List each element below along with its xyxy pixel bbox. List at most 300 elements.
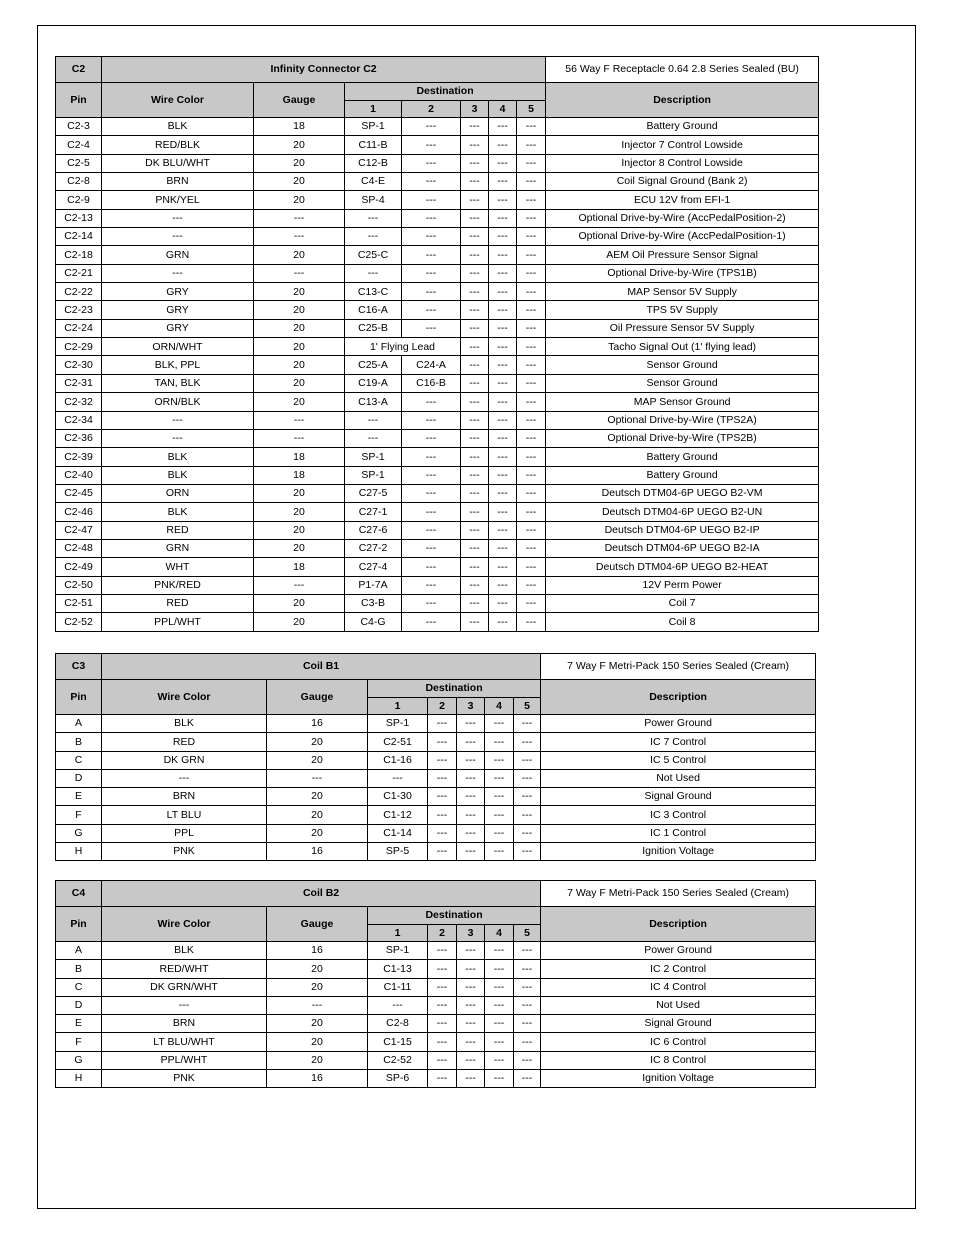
- destination-col-2: 2: [428, 698, 457, 715]
- dest-5-cell: ---: [514, 960, 541, 978]
- dest-1-cell: ---: [345, 429, 402, 447]
- dest-2-cell: ---: [402, 154, 461, 172]
- dest-2-cell: ---: [402, 301, 461, 319]
- destination-col-3: 3: [461, 101, 489, 118]
- dest-1-cell: C1-12: [368, 806, 428, 824]
- dest-5-cell: ---: [517, 521, 546, 539]
- destination-col-2: 2: [428, 925, 457, 942]
- pin-cell: F: [56, 1033, 102, 1051]
- dest-4-cell: ---: [489, 448, 517, 466]
- dest-3-cell: ---: [461, 503, 489, 521]
- wire-color-cell: ---: [102, 429, 254, 447]
- pin-cell: C2-46: [56, 503, 102, 521]
- description-cell: Coil 7: [546, 594, 819, 612]
- pin-cell: A: [56, 715, 102, 733]
- dest-3-cell: ---: [457, 824, 485, 842]
- table-row: [56, 191, 819, 209]
- dest-1-cell: C27-4: [345, 558, 402, 576]
- destination-col-4: 4: [489, 101, 517, 118]
- table-row: [56, 246, 819, 264]
- dest-3-cell: ---: [457, 996, 485, 1014]
- dest-2-cell: ---: [428, 806, 457, 824]
- table-row: [56, 842, 816, 860]
- destination-col-2: 2: [402, 101, 461, 118]
- table-row: [56, 613, 819, 631]
- description-cell: Oil Pressure Sensor 5V Supply: [546, 319, 819, 337]
- dest-5-cell: ---: [517, 613, 546, 631]
- dest-4-cell: ---: [489, 503, 517, 521]
- description-cell: Coil Signal Ground (Bank 2): [546, 173, 819, 191]
- dest-5-cell: ---: [514, 1015, 541, 1033]
- dest-4-cell: ---: [489, 411, 517, 429]
- dest-5-cell: ---: [514, 996, 541, 1014]
- wire-color-cell: PPL/WHT: [102, 613, 254, 631]
- wire-color-cell: ---: [102, 264, 254, 282]
- dest-4-cell: ---: [489, 484, 517, 502]
- pin-cell: C2-51: [56, 594, 102, 612]
- dest-2-cell: ---: [428, 769, 457, 787]
- description-cell: Coil 8: [546, 613, 819, 631]
- connector-spec: 7 Way F Metri-Pack 150 Series Sealed (Cream): [541, 654, 816, 680]
- description-cell: Deutsch DTM04-6P UEGO B2-VM: [546, 484, 819, 502]
- table-row: [56, 484, 819, 502]
- dest-5-cell: ---: [517, 319, 546, 337]
- dest-5-cell: ---: [517, 228, 546, 246]
- column-header-wire-color: Wire Color: [102, 907, 267, 942]
- dest-5-cell: ---: [517, 393, 546, 411]
- wire-color-cell: ---: [102, 209, 254, 227]
- dest-1-cell: ---: [345, 228, 402, 246]
- dest-3-cell: ---: [457, 978, 485, 996]
- table-row: [56, 558, 819, 576]
- dest-5-cell: ---: [514, 806, 541, 824]
- dest-4-cell: ---: [489, 209, 517, 227]
- dest-2-cell: ---: [428, 1051, 457, 1069]
- dest-4-cell: ---: [489, 521, 517, 539]
- wire-color-cell: PPL/WHT: [102, 1051, 267, 1069]
- dest-3-cell: ---: [461, 613, 489, 631]
- dest-2-cell: C24-A: [402, 356, 461, 374]
- pin-cell: C2-45: [56, 484, 102, 502]
- dest-5-cell: ---: [517, 539, 546, 557]
- pin-cell: C2-23: [56, 301, 102, 319]
- title-row: [56, 654, 816, 680]
- description-cell: ECU 12V from EFI-1: [546, 191, 819, 209]
- wire-color-cell: ---: [102, 411, 254, 429]
- dest-3-cell: ---: [461, 136, 489, 154]
- description-cell: Sensor Ground: [546, 374, 819, 392]
- table-row: [56, 411, 819, 429]
- wire-color-cell: RED: [102, 594, 254, 612]
- dest-4-cell: ---: [489, 154, 517, 172]
- dest-4-cell: ---: [485, 1069, 514, 1087]
- dest-5-cell: ---: [514, 1051, 541, 1069]
- dest-2-cell: ---: [428, 942, 457, 960]
- dest-1-cell: C3-B: [345, 594, 402, 612]
- dest-4-cell: ---: [489, 228, 517, 246]
- connector-spec: 56 Way F Receptacle 0.64 2.8 Series Sealed (BU): [546, 57, 819, 83]
- dest-3-cell: ---: [461, 301, 489, 319]
- pin-cell: C2-39: [56, 448, 102, 466]
- dest-1-cell: ---: [368, 996, 428, 1014]
- description-cell: IC 1 Control: [541, 824, 816, 842]
- dest-3-cell: ---: [461, 264, 489, 282]
- pin-cell: C2-29: [56, 338, 102, 356]
- dest-4-cell: ---: [489, 429, 517, 447]
- dest-3-cell: ---: [461, 576, 489, 594]
- column-header-pin: Pin: [56, 83, 102, 118]
- gauge-cell: 18: [254, 448, 345, 466]
- dest-2-cell: ---: [402, 448, 461, 466]
- dest-2-cell: ---: [428, 960, 457, 978]
- dest-5-cell: ---: [514, 751, 541, 769]
- description-cell: IC 6 Control: [541, 1033, 816, 1051]
- gauge-cell: 20: [254, 173, 345, 191]
- table-row: [56, 356, 819, 374]
- dest-1-cell: C1-30: [368, 788, 428, 806]
- column-header-row: [56, 680, 816, 698]
- dest-5-cell: ---: [517, 576, 546, 594]
- table-row: [56, 338, 819, 356]
- destination-col-4: 4: [485, 698, 514, 715]
- dest-2-cell: ---: [402, 594, 461, 612]
- table-row: [56, 503, 819, 521]
- wire-color-cell: BLK: [102, 715, 267, 733]
- dest-4-cell: ---: [485, 960, 514, 978]
- dest-4-cell: ---: [489, 576, 517, 594]
- dest-5-cell: ---: [517, 209, 546, 227]
- wire-color-cell: GRN: [102, 539, 254, 557]
- dest-4-cell: ---: [489, 539, 517, 557]
- column-header-gauge: Gauge: [267, 680, 368, 715]
- description-cell: Optional Drive-by-Wire (TPS2B): [546, 429, 819, 447]
- wire-color-cell: PNK/RED: [102, 576, 254, 594]
- pin-cell: C2-34: [56, 411, 102, 429]
- dest-2-cell: ---: [402, 521, 461, 539]
- connector-title: Coil B1: [102, 654, 541, 680]
- dest-3-cell: ---: [461, 246, 489, 264]
- table-row: [56, 733, 816, 751]
- dest-3-cell: ---: [457, 1015, 485, 1033]
- dest-5-cell: ---: [514, 769, 541, 787]
- description-cell: Injector 7 Control Lowside: [546, 136, 819, 154]
- table-row: [56, 301, 819, 319]
- dest-1-cell: C11-B: [345, 136, 402, 154]
- dest-5-cell: ---: [517, 448, 546, 466]
- description-cell: IC 4 Control: [541, 978, 816, 996]
- dest-1-cell: C25-C: [345, 246, 402, 264]
- pin-cell: E: [56, 1015, 102, 1033]
- destination-col-1: 1: [368, 925, 428, 942]
- description-cell: IC 2 Control: [541, 960, 816, 978]
- wire-color-cell: RED: [102, 521, 254, 539]
- column-header-description: Description: [541, 907, 816, 942]
- dest-3-cell: ---: [461, 338, 489, 356]
- wire-color-cell: PNK/YEL: [102, 191, 254, 209]
- dest-1-cell: C27-6: [345, 521, 402, 539]
- description-cell: IC 7 Control: [541, 733, 816, 751]
- pin-cell: F: [56, 806, 102, 824]
- dest-4-cell: ---: [485, 1051, 514, 1069]
- description-cell: IC 5 Control: [541, 751, 816, 769]
- description-cell: Optional Drive-by-Wire (AccPedalPosition-1): [546, 228, 819, 246]
- table-row: [56, 824, 816, 842]
- dest-5-cell: ---: [517, 558, 546, 576]
- destination-col-1: 1: [368, 698, 428, 715]
- dest-5-cell: ---: [517, 264, 546, 282]
- description-cell: Sensor Ground: [546, 356, 819, 374]
- column-header-destination: Destination: [368, 907, 541, 925]
- description-cell: IC 3 Control: [541, 806, 816, 824]
- dest-5-cell: ---: [517, 374, 546, 392]
- gauge-cell: 20: [254, 136, 345, 154]
- description-cell: Power Ground: [541, 942, 816, 960]
- description-cell: Battery Ground: [546, 118, 819, 136]
- dest-2-cell: ---: [402, 228, 461, 246]
- wire-color-cell: DK GRN: [102, 751, 267, 769]
- dest-5-cell: ---: [517, 173, 546, 191]
- dest-2-cell: ---: [402, 191, 461, 209]
- dest-2-cell: ---: [402, 283, 461, 301]
- description-cell: IC 8 Control: [541, 1051, 816, 1069]
- dest-1-cell: 1' Flying Lead: [345, 338, 461, 356]
- dest-4-cell: ---: [489, 173, 517, 191]
- gauge-cell: 18: [254, 118, 345, 136]
- gauge-cell: 20: [254, 539, 345, 557]
- table-row: [56, 319, 819, 337]
- dest-5-cell: ---: [514, 978, 541, 996]
- description-cell: Power Ground: [541, 715, 816, 733]
- dest-5-cell: ---: [514, 842, 541, 860]
- pin-cell: H: [56, 1069, 102, 1087]
- wire-color-cell: ORN/WHT: [102, 338, 254, 356]
- dest-3-cell: ---: [461, 319, 489, 337]
- gauge-cell: 20: [254, 283, 345, 301]
- description-cell: MAP Sensor 5V Supply: [546, 283, 819, 301]
- connector-title: Coil B2: [102, 881, 541, 907]
- gauge-cell: 20: [267, 806, 368, 824]
- dest-3-cell: ---: [461, 594, 489, 612]
- destination-col-5: 5: [514, 698, 541, 715]
- dest-3-cell: ---: [461, 466, 489, 484]
- description-cell: Ignition Voltage: [541, 842, 816, 860]
- gauge-cell: ---: [267, 996, 368, 1014]
- description-cell: Optional Drive-by-Wire (TPS1B): [546, 264, 819, 282]
- description-cell: Not Used: [541, 769, 816, 787]
- dest-4-cell: ---: [489, 118, 517, 136]
- column-header-pin: Pin: [56, 907, 102, 942]
- gauge-cell: 20: [254, 503, 345, 521]
- gauge-cell: 20: [254, 613, 345, 631]
- dest-2-cell: ---: [428, 842, 457, 860]
- wire-color-cell: BRN: [102, 788, 267, 806]
- wire-color-cell: PPL: [102, 824, 267, 842]
- connector-spec: 7 Way F Metri-Pack 150 Series Sealed (Cream): [541, 881, 816, 907]
- wire-color-cell: BRN: [102, 1015, 267, 1033]
- dest-4-cell: ---: [485, 733, 514, 751]
- dest-1-cell: SP-1: [368, 715, 428, 733]
- table-row: [56, 448, 819, 466]
- dest-2-cell: ---: [402, 613, 461, 631]
- dest-2-cell: ---: [402, 209, 461, 227]
- dest-1-cell: C1-11: [368, 978, 428, 996]
- pin-cell: E: [56, 788, 102, 806]
- dest-5-cell: ---: [514, 733, 541, 751]
- table-row: [56, 209, 819, 227]
- wire-color-cell: PNK: [102, 1069, 267, 1087]
- dest-3-cell: ---: [461, 429, 489, 447]
- column-header-row: [56, 83, 819, 101]
- dest-5-cell: ---: [517, 484, 546, 502]
- wire-color-cell: ORN/BLK: [102, 393, 254, 411]
- description-cell: Deutsch DTM04-6P UEGO B2-IP: [546, 521, 819, 539]
- gauge-cell: ---: [254, 411, 345, 429]
- connector-title: Infinity Connector C2: [102, 57, 546, 83]
- dest-2-cell: ---: [428, 788, 457, 806]
- column-header-gauge: Gauge: [267, 907, 368, 942]
- pin-cell: C2-14: [56, 228, 102, 246]
- wire-color-cell: GRY: [102, 301, 254, 319]
- wire-color-cell: RED: [102, 733, 267, 751]
- dest-2-cell: ---: [402, 503, 461, 521]
- gauge-cell: ---: [267, 769, 368, 787]
- pin-cell: C2-18: [56, 246, 102, 264]
- table-row: [56, 539, 819, 557]
- dest-3-cell: ---: [461, 393, 489, 411]
- dest-1-cell: C1-15: [368, 1033, 428, 1051]
- gauge-cell: 20: [254, 154, 345, 172]
- dest-4-cell: ---: [485, 715, 514, 733]
- dest-1-cell: P1-7A: [345, 576, 402, 594]
- description-cell: Signal Ground: [541, 788, 816, 806]
- pin-cell: C2-52: [56, 613, 102, 631]
- dest-1-cell: SP-4: [345, 191, 402, 209]
- column-header-description: Description: [541, 680, 816, 715]
- wire-color-cell: BLK: [102, 466, 254, 484]
- table-row: [56, 1015, 816, 1033]
- dest-2-cell: ---: [402, 429, 461, 447]
- dest-4-cell: ---: [489, 319, 517, 337]
- dest-4-cell: ---: [489, 466, 517, 484]
- dest-1-cell: C2-51: [368, 733, 428, 751]
- connector-table-c4: [55, 880, 816, 1088]
- wire-color-cell: RED/WHT: [102, 960, 267, 978]
- gauge-cell: ---: [254, 576, 345, 594]
- pin-cell: C2-30: [56, 356, 102, 374]
- gauge-cell: 20: [267, 1051, 368, 1069]
- dest-4-cell: ---: [485, 824, 514, 842]
- table-row: [56, 228, 819, 246]
- description-cell: Deutsch DTM04-6P UEGO B2-IA: [546, 539, 819, 557]
- dest-1-cell: SP-1: [345, 118, 402, 136]
- dest-4-cell: ---: [485, 788, 514, 806]
- dest-3-cell: ---: [457, 769, 485, 787]
- table-row: [56, 806, 816, 824]
- table-row: [56, 393, 819, 411]
- wire-color-cell: BRN: [102, 173, 254, 191]
- description-cell: Battery Ground: [546, 466, 819, 484]
- pin-cell: C: [56, 751, 102, 769]
- gauge-cell: 20: [267, 1015, 368, 1033]
- table-row: [56, 594, 819, 612]
- wire-color-cell: GRY: [102, 319, 254, 337]
- dest-1-cell: SP-5: [368, 842, 428, 860]
- dest-3-cell: ---: [461, 484, 489, 502]
- gauge-cell: 16: [267, 842, 368, 860]
- pin-cell: C2-8: [56, 173, 102, 191]
- wire-color-cell: ---: [102, 996, 267, 1014]
- dest-2-cell: ---: [428, 751, 457, 769]
- dest-5-cell: ---: [514, 715, 541, 733]
- dest-5-cell: ---: [517, 136, 546, 154]
- dest-3-cell: ---: [461, 154, 489, 172]
- pin-cell: B: [56, 960, 102, 978]
- dest-5-cell: ---: [517, 154, 546, 172]
- table-row: [56, 978, 816, 996]
- dest-2-cell: ---: [402, 484, 461, 502]
- title-row: [56, 57, 819, 83]
- dest-5-cell: ---: [514, 942, 541, 960]
- pin-cell: C2-48: [56, 539, 102, 557]
- destination-col-3: 3: [457, 698, 485, 715]
- dest-4-cell: ---: [489, 594, 517, 612]
- gauge-cell: 20: [267, 751, 368, 769]
- table-row: [56, 1069, 816, 1087]
- wire-color-cell: RED/BLK: [102, 136, 254, 154]
- dest-3-cell: ---: [461, 539, 489, 557]
- description-cell: TPS 5V Supply: [546, 301, 819, 319]
- table-row: [56, 283, 819, 301]
- wire-color-cell: PNK: [102, 842, 267, 860]
- gauge-cell: ---: [254, 264, 345, 282]
- pin-cell: G: [56, 1051, 102, 1069]
- dest-2-cell: ---: [402, 136, 461, 154]
- wire-color-cell: GRN: [102, 246, 254, 264]
- pin-cell: C2-32: [56, 393, 102, 411]
- dest-1-cell: C12-B: [345, 154, 402, 172]
- dest-3-cell: ---: [457, 715, 485, 733]
- description-cell: Signal Ground: [541, 1015, 816, 1033]
- gauge-cell: 20: [267, 788, 368, 806]
- dest-5-cell: ---: [517, 301, 546, 319]
- column-header-gauge: Gauge: [254, 83, 345, 118]
- pin-cell: C2-13: [56, 209, 102, 227]
- table-row: [56, 118, 819, 136]
- gauge-cell: 20: [254, 191, 345, 209]
- dest-4-cell: ---: [489, 338, 517, 356]
- gauge-cell: 20: [254, 393, 345, 411]
- gauge-cell: 18: [254, 558, 345, 576]
- dest-4-cell: ---: [489, 246, 517, 264]
- dest-3-cell: ---: [461, 374, 489, 392]
- destination-col-4: 4: [485, 925, 514, 942]
- dest-3-cell: ---: [457, 960, 485, 978]
- pin-cell: G: [56, 824, 102, 842]
- dest-1-cell: SP-1: [345, 448, 402, 466]
- dest-4-cell: ---: [489, 374, 517, 392]
- gauge-cell: 20: [254, 484, 345, 502]
- dest-2-cell: ---: [402, 466, 461, 484]
- dest-4-cell: ---: [489, 613, 517, 631]
- description-cell: 12V Perm Power: [546, 576, 819, 594]
- wire-color-cell: GRY: [102, 283, 254, 301]
- dest-3-cell: ---: [461, 283, 489, 301]
- table-row: [56, 715, 816, 733]
- connector-table-c2: [55, 56, 819, 632]
- description-cell: Not Used: [541, 996, 816, 1014]
- column-header-destination: Destination: [345, 83, 546, 101]
- dest-2-cell: ---: [402, 539, 461, 557]
